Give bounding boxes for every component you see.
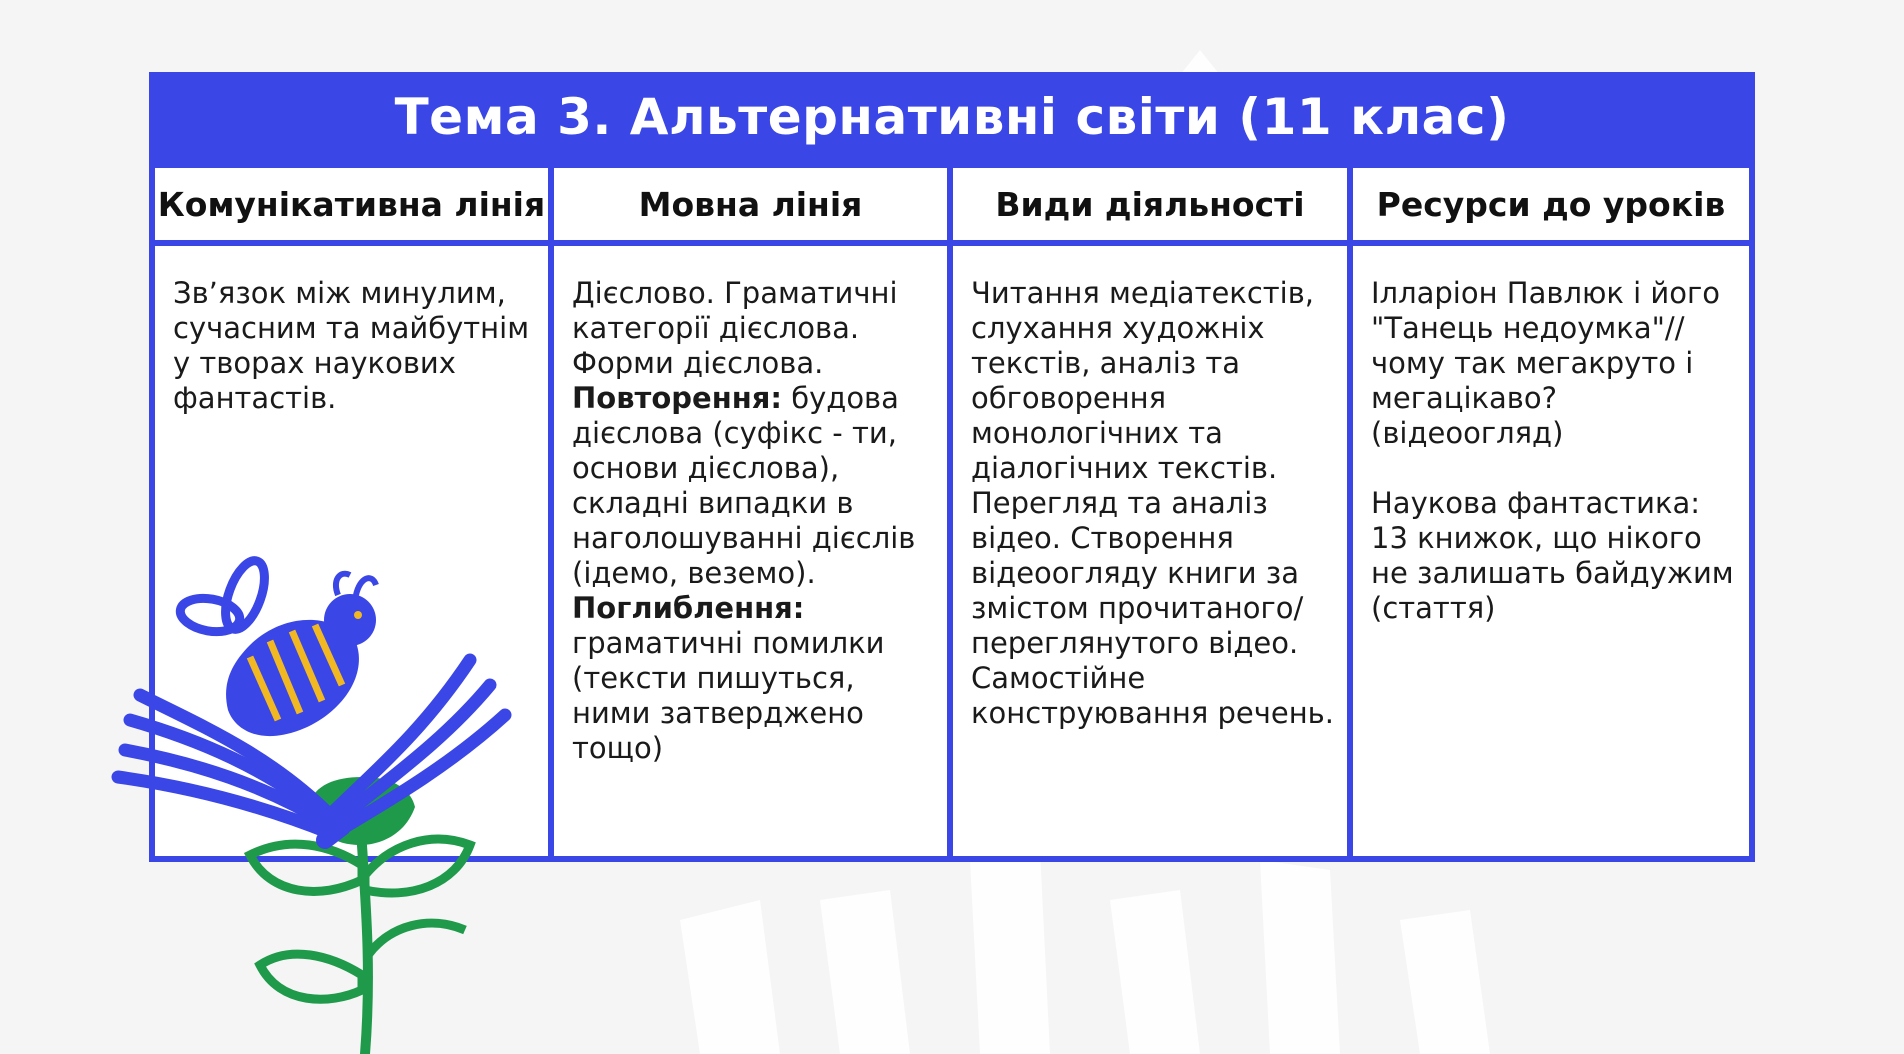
language-text xyxy=(572,276,937,766)
page-title: Тема 3. Альтернативні світи (11 клас) xyxy=(394,88,1510,146)
communicative-text: Зв’язок між минулим, сучасним та майбутнім у творах наукових фантастів. xyxy=(173,276,530,415)
header-label: Комунікативна лінія xyxy=(157,184,546,224)
activities-text: Читання медіатекстів, слухання художніх текстів, аналіз та обговорення монологічних та діалогічних текстів. Перегляд та аналіз відео. Створення відеоогляду книги за змістом прочитаного/ переглянутого відео. Самостійне конструювання речень. xyxy=(971,276,1334,730)
repeat-label: Повторення: xyxy=(572,381,782,415)
bee-book-flower-illustration xyxy=(110,515,530,1054)
repeat-text: будова дієслова (суфікс - ти, основи дієслова), складні випадки в наголошуванні дієслів (ідемо, веземо). xyxy=(572,381,916,590)
header-label: Види діяльності xyxy=(995,184,1305,224)
cell-resources xyxy=(1353,246,1749,856)
resource-item: Наукова фантастика: 13 книжок, що нікого не залишать байдужим (стаття) xyxy=(1371,486,1734,625)
header-label: Мовна лінія xyxy=(638,184,863,224)
header-language xyxy=(554,168,947,240)
header-communicative xyxy=(155,168,548,240)
resource-item: Ілларіон Павлюк і його "Танець недоумка"//чому так мегакруто і мегацікаво? (відеоогляд) xyxy=(1371,276,1720,450)
language-line1: Дієслово. Граматичні категорії дієслова. Форми дієслова. xyxy=(572,276,898,380)
deepen-label: Поглиблення: xyxy=(572,591,805,625)
cell-activities xyxy=(953,246,1347,856)
deepen-text: граматичні помилки (тексти пишуться, ними затверджено тощо) xyxy=(572,626,885,765)
cell-language xyxy=(554,246,947,856)
header-activities xyxy=(953,168,1347,240)
header-label: Ресурси до уроків xyxy=(1376,184,1726,224)
title-bar xyxy=(149,72,1755,162)
header-resources xyxy=(1353,168,1749,240)
